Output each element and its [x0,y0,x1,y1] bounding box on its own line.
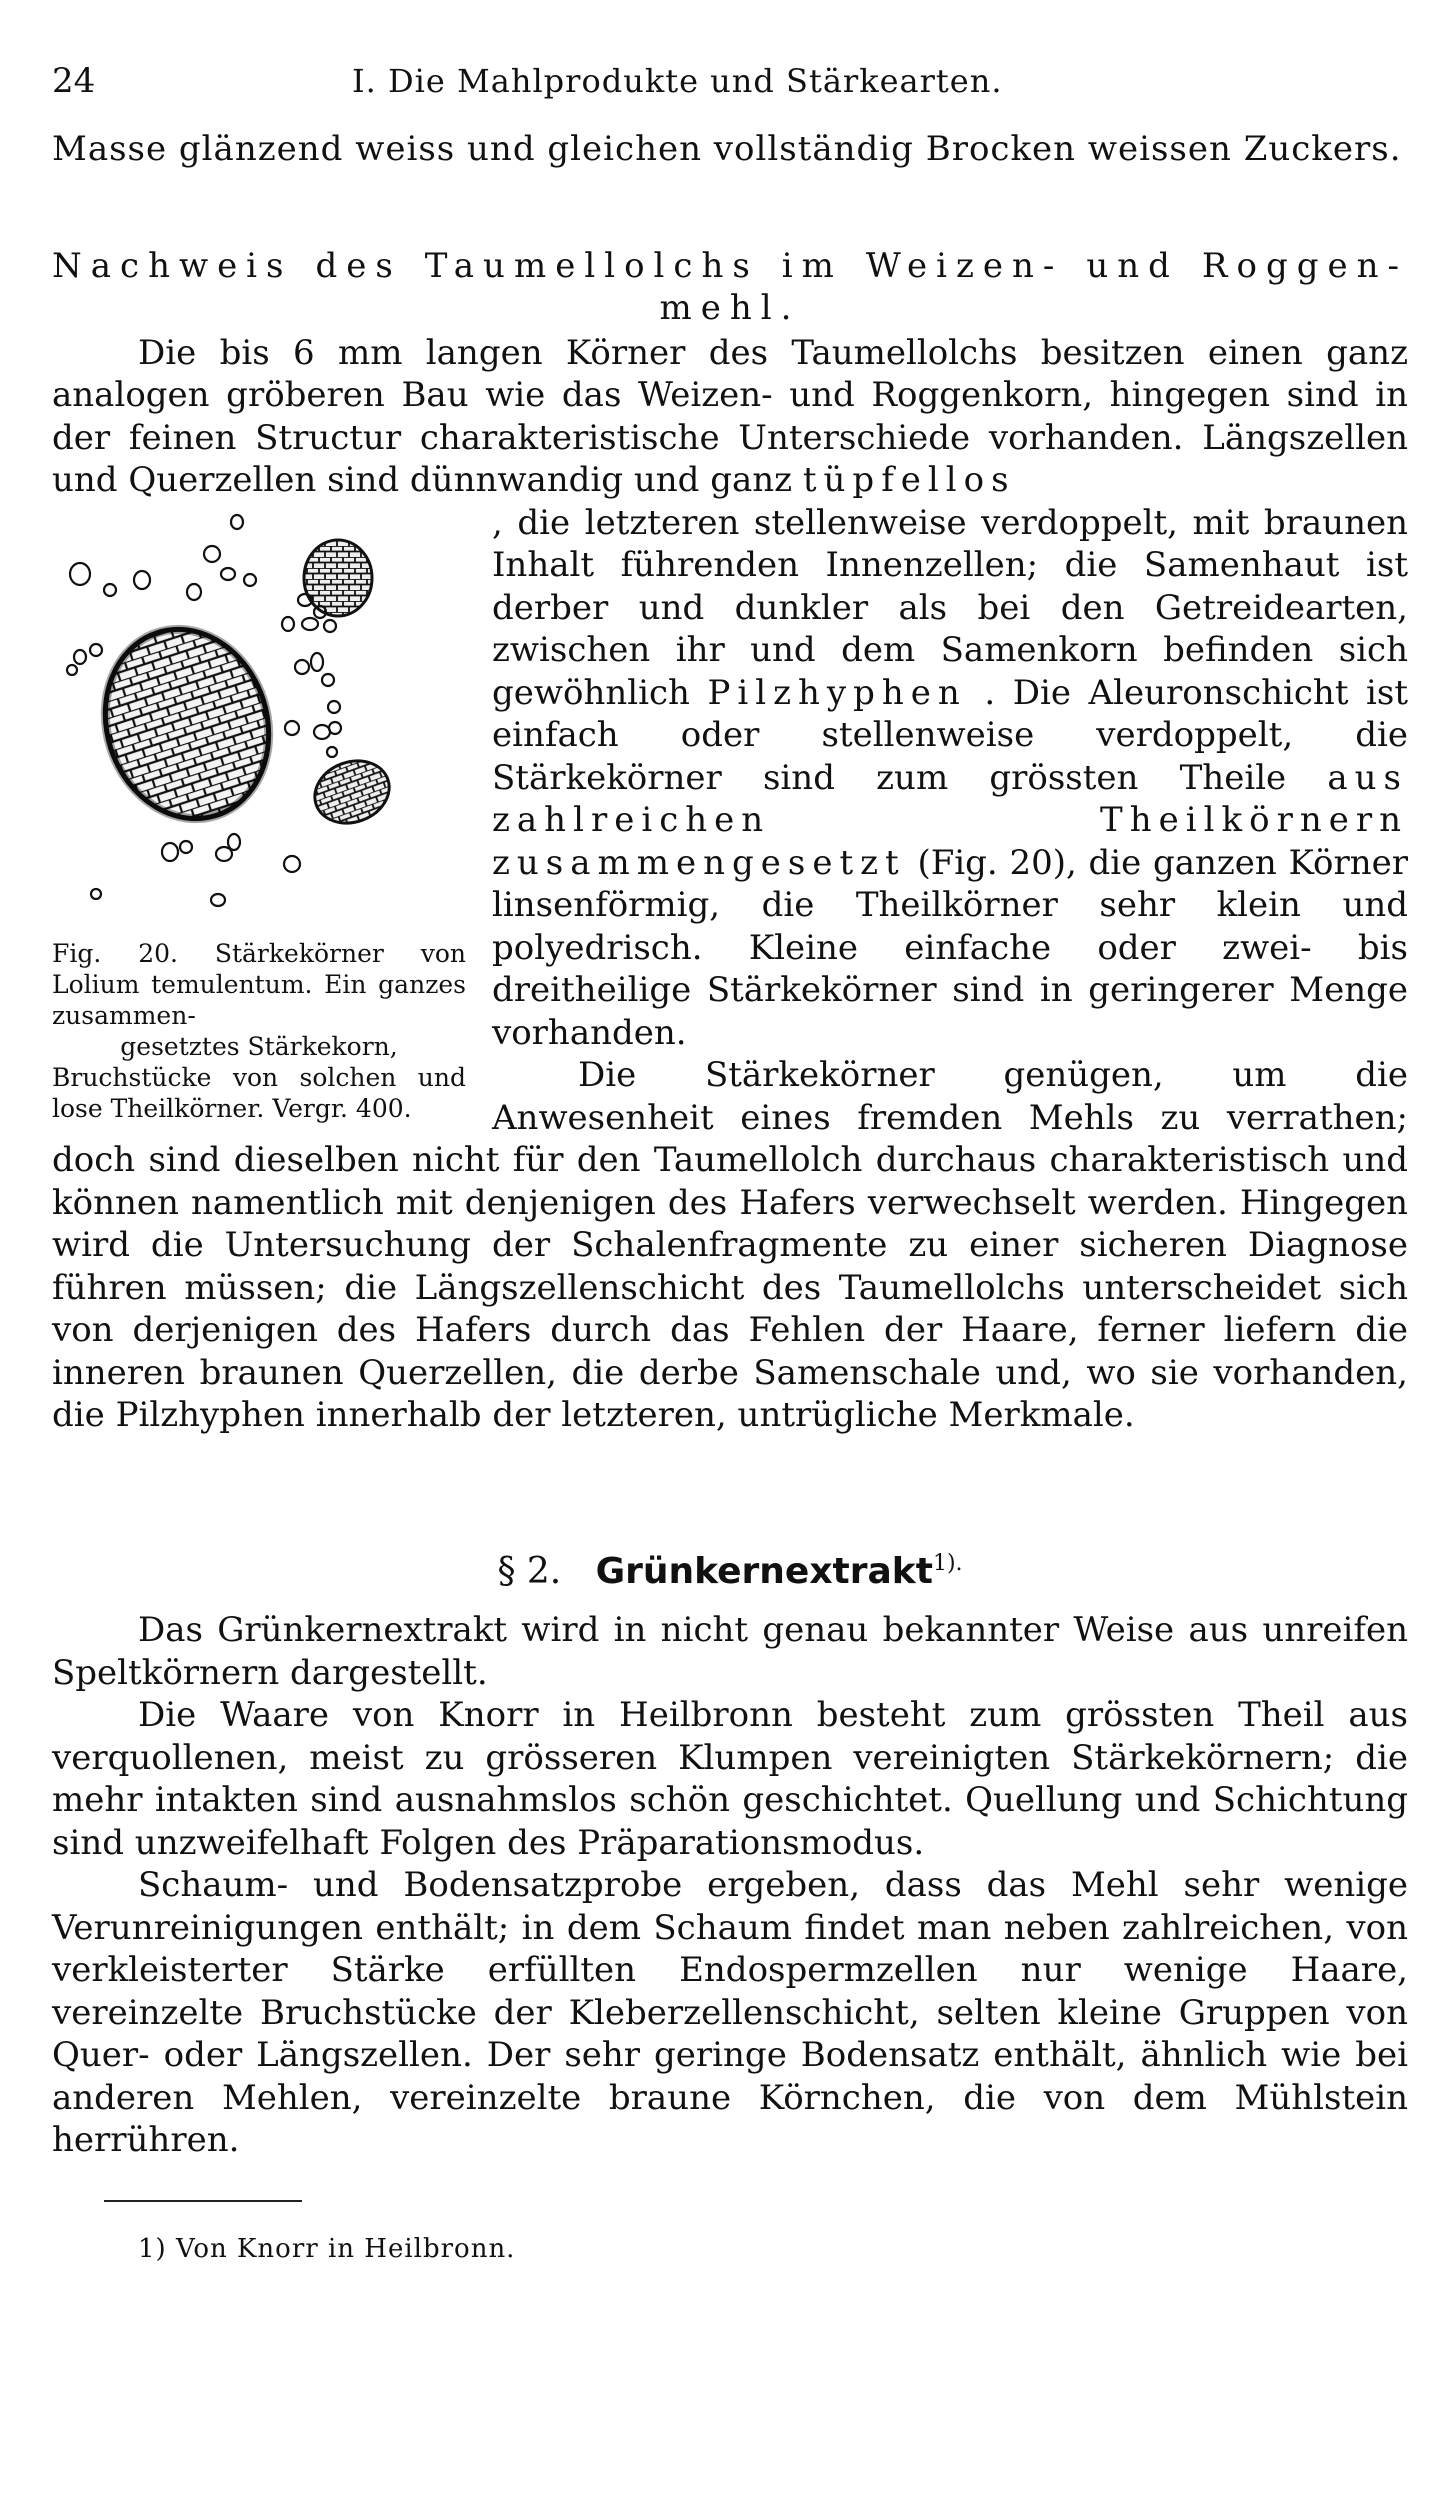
caption-center: gesetztes Stärkekorn, [120,1031,398,1061]
footnote [52,2228,1408,2271]
text-run: . Die Aleuronschicht ist einfach oder stellenweise verdoppelt, die Stärkekörner sind zum grössten Theile [492,672,1409,798]
granule-fragment [306,750,398,832]
starch-granules-illustration [52,502,466,932]
text-run: , die letzteren stellenweise verdoppelt, mit braunen Inhalt führenden Innenzellen; die Samenhaut ist derber und dunkler als bei den Getreidearten, zwischen ihr und dem Samenkorn befinden sich gewöhnlich [492,502,1408,713]
large-compound-granule [81,607,293,839]
paragraph-diagnosis: Die Stärkekörner genügen, um die Anwesenheit eines fremden Mehls zu verrathen; doch sind dieselben nicht für den Taumellolch durchaus charakteristisch und können namentlich mit denjenigen des Hafers verwechselt werden. Hingegen wird die Untersuchung der Schalenfragmente zu einer sicheren Diagnose führen müssen; die Längszellenschicht des Taumellolchs unterscheidet sich von derjenigen des Hafers durch das Fehlen der Haare, ferner liefern die inneren braunen Querzellen, die derbe Samenschale und, wo sie vorhanden, die Pilzhyphen innerhalb der letzteren, untrügliche Merkmale. [52,1055,1408,1435]
footnote-ref: 1). [932,1550,963,1576]
caption-lead: Fig. 20. Stärkekörner von Lolium temulentum. Ein ganzes zusammen- [52,938,466,1030]
section-heading [52,1543,1408,1594]
caption-tail: Bruchstücke von solchen und lose Theilkörner. Vergr. 400. [52,1062,466,1123]
page-number: 24 [52,61,96,101]
section-title: Grünkernextrakt [595,1550,933,1592]
footnote-marker: 1) [138,2233,167,2264]
page-header [52,60,1408,110]
granule-fragment [304,540,372,616]
spaced-term: tüpfellos [802,460,1016,500]
section-number: § 2. [497,1550,562,1592]
text-run: (Fig. 20), die ganzen Körner linsenförmig, die Theilkörner sehr klein und polyedrisch. Kleine einfache oder zwei- bis dreitheilige Stärkekörner sind in geringerer Menge vorhanden. [492,842,1408,1053]
footnote-text: Von Knorr in Heilbronn. [175,2233,516,2264]
spaced-term: aus zahlreichen Theilkörnern zusammengesetzt [492,757,1408,883]
subheading [52,245,1408,330]
paragraph-gruenkern-2: Die Waare von Knorr in Heilbronn besteht zum grössten Theil aus verquollenen, meist zu grösseren Klumpen vereinigten Stärkekörnern; die mehr intakten sind ausnahmslos schön geschichtet. Quellung und Schichtung sind unzweifelhaft Folgen des Präparationsmodus. [52,1695,1408,1863]
figure-20 [52,502,466,1124]
subheading-line-1: Nachweis des Taumellolchs im Weizen- und Roggen- [52,245,1408,286]
paragraph-gruenkern-1: Das Grünkernextrakt wird in nicht genau bekannter Weise aus unreifen Speltkörnern dargestellt. [52,1610,1408,1693]
spaced-term: Pilzhyphen [707,672,967,713]
figure-caption [52,938,466,1124]
running-title: I. Die Mahlprodukte und Stärkearten. [352,62,1003,100]
footnote-divider [104,2200,302,2202]
text-run: Die bis 6 mm langen Körner des Taumellolchs besitzen einen ganz analogen gröberen Bau wie das Weizen- und Roggenkorn, hingegen sind in der feinen Structur charakteristische Unterschiede vorhanden. Längszellen und Querzellen sind dünnwandig und ganz [52,332,1408,500]
subheading-line-2: mehl. [659,288,801,328]
paragraph-gruenkern-3: Schaum- und Bodensatzprobe ergeben, dass das Mehl sehr wenige Verunreinigungen enthält; in dem Schaum findet man neben zahlreichen, von verkleisterter Stärke erfüllten Endospermzellen nur wenige Haare, vereinzelte Bruchstücke der Kleberzellenschicht, selten kleine Gruppen von Quer- oder Längszellen. Der sehr geringe Bodensatz enthält, ähnlich wie bei anderen Mehlen, vereinzelte braune Körnchen, die von dem Mühlstein herrühren. [52,1865,1408,2160]
intro-paragraph: Masse glänzend weiss und gleichen vollständig Brocken weissen Zuckers. [52,129,1402,169]
paragraph-taumellolch-intro [52,332,1408,502]
